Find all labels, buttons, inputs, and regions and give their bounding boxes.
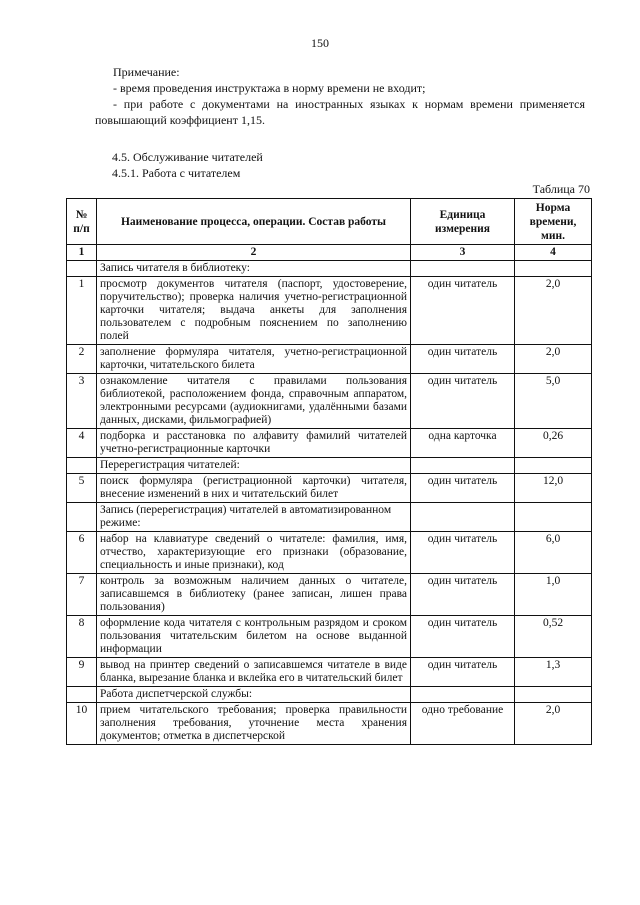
empty-cell	[515, 687, 592, 703]
time-norm: 0,52	[515, 616, 592, 658]
unit-of-measure: одна карточка	[411, 429, 515, 458]
norms-table	[66, 198, 592, 745]
table-row	[67, 429, 592, 458]
row-number: 9	[67, 658, 97, 687]
work-description: вывод на принтер сведений о записавшемся читателе в виде бланка, вырезание бланка и вклейка его в читательский билет	[97, 658, 411, 687]
time-norm: 6,0	[515, 532, 592, 574]
note-item-2-line-2: повышающий коэффициент 1,15.	[95, 113, 265, 127]
work-description: просмотр документов читателя (паспорт, удостоверение, поручительство); проверка наличия учетно-регистрационной карточки читателя; выдача анкеты для заполнения пользователем с подробным пояснением по заполнению полей	[97, 277, 411, 345]
unit-of-measure: одно требование	[411, 703, 515, 745]
empty-cell	[67, 458, 97, 474]
header-num: № п/п	[67, 199, 97, 245]
row-number: 7	[67, 574, 97, 616]
empty-cell	[67, 687, 97, 703]
unit-of-measure: один читатель	[411, 658, 515, 687]
header-norm: Норма времени, мин.	[515, 199, 592, 245]
empty-cell	[411, 261, 515, 277]
time-norm: 12,0	[515, 474, 592, 503]
group-title: Запись читателя в библиотеку:	[97, 261, 411, 277]
table-group-row	[67, 261, 592, 277]
table-group-row	[67, 687, 592, 703]
time-norm: 2,0	[515, 703, 592, 745]
column-number: 1	[67, 245, 97, 261]
column-number: 2	[97, 245, 411, 261]
table-row	[67, 277, 592, 345]
header-name: Наименование процесса, операции. Состав работы	[97, 199, 411, 245]
row-number: 6	[67, 532, 97, 574]
time-norm: 2,0	[515, 277, 592, 345]
row-number: 3	[67, 374, 97, 429]
note-title: Примечание:	[113, 65, 180, 79]
column-number: 3	[411, 245, 515, 261]
work-description: прием читательского требования; проверка правильности заполнения требования, уточнение места хранения документов; отметка в диспетчерской	[97, 703, 411, 745]
work-description: подборка и расстановка по алфавиту фамилий читателей учетно-регистрационные карточки	[97, 429, 411, 458]
empty-cell	[67, 261, 97, 277]
unit-of-measure: один читатель	[411, 616, 515, 658]
work-description: ознакомление читателя с правилами пользования библиотекой, расположением фонда, справочным аппаратом, электронными ресурсами (аудиокнигами, удалёнными базами данных, дисками, фильмографией)	[97, 374, 411, 429]
time-norm: 1,3	[515, 658, 592, 687]
row-number: 4	[67, 429, 97, 458]
time-norm: 0,26	[515, 429, 592, 458]
table-header-row	[67, 199, 592, 245]
table-row	[67, 374, 592, 429]
work-description: оформление кода читателя с контрольным разрядом и сроком пользования читательским билетом на основе выданной информации	[97, 616, 411, 658]
group-title: Запись (перерегистрация) читателей в автоматизированном режиме:	[97, 503, 411, 532]
time-norm: 1,0	[515, 574, 592, 616]
note-block	[95, 64, 585, 128]
header-unit: Единица измерения	[411, 199, 515, 245]
section-subheading: 4.5.1. Работа с читателем	[112, 166, 241, 180]
table-row	[67, 616, 592, 658]
table-group-row	[67, 458, 592, 474]
row-number: 2	[67, 345, 97, 374]
work-description: набор на клавиатуре сведений о читателе: фамилия, имя, отчество, характеризующие его признаки (образование, специальность и иные признаки), код	[97, 532, 411, 574]
row-number: 1	[67, 277, 97, 345]
table-row	[67, 574, 592, 616]
unit-of-measure: один читатель	[411, 574, 515, 616]
table-row	[67, 532, 592, 574]
empty-cell	[411, 458, 515, 474]
empty-cell	[411, 503, 515, 532]
empty-cell	[67, 503, 97, 532]
column-number: 4	[515, 245, 592, 261]
time-norm: 5,0	[515, 374, 592, 429]
page-number: 150	[311, 36, 329, 50]
row-number: 10	[67, 703, 97, 745]
table-row	[67, 703, 592, 745]
table-group-row	[67, 503, 592, 532]
unit-of-measure: один читатель	[411, 374, 515, 429]
table-row	[67, 474, 592, 503]
row-number: 5	[67, 474, 97, 503]
work-description: заполнение формуляра читателя, учетно-регистрационной карточки, читательского билета	[97, 345, 411, 374]
group-title: Перерегистрация читателей:	[97, 458, 411, 474]
work-description: контроль за возможным наличием данных о читателе, записавшемся в библиотеку (ранее записан, лишен права пользования)	[97, 574, 411, 616]
empty-cell	[515, 458, 592, 474]
row-number: 8	[67, 616, 97, 658]
group-title: Работа диспетчерской службы:	[97, 687, 411, 703]
column-number-row	[67, 245, 592, 261]
table-row	[67, 345, 592, 374]
work-description: поиск формуляра (регистрационной карточки) читателя, внесение изменений в них и читательский билет	[97, 474, 411, 503]
unit-of-measure: один читатель	[411, 345, 515, 374]
unit-of-measure: один читатель	[411, 277, 515, 345]
empty-cell	[411, 687, 515, 703]
unit-of-measure: один читатель	[411, 532, 515, 574]
empty-cell	[515, 503, 592, 532]
table-row	[67, 658, 592, 687]
empty-cell	[515, 261, 592, 277]
note-item-1: - время проведения инструктажа в норму времени не входит;	[113, 81, 426, 95]
table-caption: Таблица 70	[532, 182, 590, 196]
section-heading: 4.5. Обслуживание читателей	[112, 150, 263, 164]
time-norm: 2,0	[515, 345, 592, 374]
unit-of-measure: один читатель	[411, 474, 515, 503]
note-item-2-line-1: - при работе с документами на иностранных языках к нормам времени применяется	[113, 97, 585, 111]
